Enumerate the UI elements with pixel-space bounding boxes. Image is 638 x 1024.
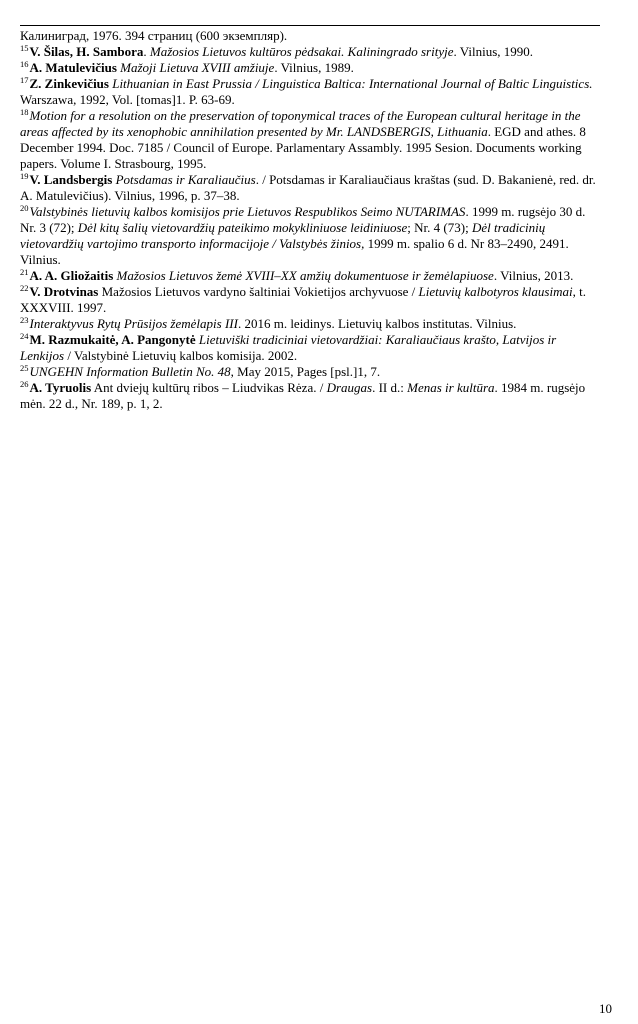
footnote-number: 20 xyxy=(20,203,29,213)
footnote-number: 19 xyxy=(20,171,29,181)
footnote-title: Lithuanian in East Prussia / Linguistica Baltica: International Journal of Baltic Linguistics. xyxy=(112,76,593,91)
footnote-text: . II d.: xyxy=(372,380,408,395)
footnote-20 xyxy=(20,204,600,268)
footnote-title: Lietuviški tradiciniai vietovardžiai: Karaliaučiaus krašto, Latvijos ir Lenkijos xyxy=(20,332,557,363)
footnote-21 xyxy=(20,268,600,284)
footnote-number: 16 xyxy=(20,59,29,69)
footnote-author: A. A. Gliožaitis xyxy=(29,268,114,283)
footnote-number: 15 xyxy=(20,43,29,53)
footnote-text: . / Potsdamas ir Karaliaučiaus kraštas (sud. D. Bakanienė, red. dr. A. Matulevičius). Vilnius, 1996, p. 37–38. xyxy=(20,172,596,203)
footnote-text: . 1984 m. rugsėjo mėn. 22 d., Nr. 189, p. 1, 2. xyxy=(20,380,586,411)
footnote-26 xyxy=(20,380,600,412)
footnote-18 xyxy=(20,108,600,172)
footnote-number: 24 xyxy=(20,331,29,341)
footnote-text: . Vilnius, 1989. xyxy=(274,60,354,75)
footnote-text: . 1999 m. rugsėjo 30 d. Nr. 3 (72); xyxy=(20,204,586,235)
footnote-text: . Vilnius, 1990. xyxy=(453,44,534,59)
footnote-text: Ant dviejų kultūrų ribos – Liudvikas Rėza. / xyxy=(91,380,327,395)
footnote-title: Mažoji Lietuva XVIII amžiuje xyxy=(120,60,275,75)
footnote-text: / Valstybinė Lietuvių kalbos komisija. 2002. xyxy=(64,348,298,363)
footnotes-list xyxy=(20,28,600,412)
footnote-19 xyxy=(20,172,600,204)
footnote-title: UNGEHN Information Bulletin No. 48 xyxy=(29,364,231,379)
footnote-text: Калиниград, 1976. 394 страниц (600 экземпляр). xyxy=(20,28,288,43)
footnote-separator xyxy=(20,25,600,26)
footnote-text: . EGD and athes. 8 December 1994. Doc. 7185 / Council of Europe. Parlamentary Assambly. 1995 Sesion. Documents working papers. Volume I. Strasbourg, 1995. xyxy=(20,124,586,171)
footnote-text: 1999 m. spalio 6 d. Nr 83–2490, 2491. Vilnius. xyxy=(20,236,569,267)
footnote-number: 23 xyxy=(20,315,29,325)
footnote-16 xyxy=(20,60,600,76)
footnote-author: V. Landsbergis xyxy=(29,172,113,187)
footnote-text: , t. XXXVIII. 1997. xyxy=(20,284,586,315)
footnote-author: V. Drotvinas xyxy=(29,284,99,299)
footnote-title: Dėl kitų šalių vietovardžių pateikimo mokykliniuose leidiniuose xyxy=(77,220,408,235)
footnote-title: Mažosios Lietuvos žemė XVIII–XX amžių dokumentuose ir žemėlapiuose xyxy=(116,268,494,283)
footnote-author: M. Razmukaitė, A. Pangonytė xyxy=(29,332,196,347)
footnote-number: 25 xyxy=(20,363,29,373)
footnote-text: Mažosios Lietuvos vardyno šaltiniai Vokietijos archyvuose / xyxy=(98,284,419,299)
footnote-title: Dėl tradicinių vietovardžių vartojimo transporto informacijoje / Valstybės žinios, xyxy=(20,220,546,251)
footnote-23 xyxy=(20,316,600,332)
footnote-text: . xyxy=(143,44,150,59)
footnote-title: Potsdamas ir Karaliaučius xyxy=(115,172,256,187)
footnote-17 xyxy=(20,76,600,108)
footnote-text: ; Nr. 4 (73); xyxy=(407,220,472,235)
footnote-22 xyxy=(20,284,600,316)
footnote-text: , May 2015, Pages [psl.]1, 7. xyxy=(230,364,381,379)
footnote-title: Interaktyvus Rytų Prūsijos žemėlapis III xyxy=(29,316,238,331)
footnote-number: 26 xyxy=(20,379,29,389)
footnote-title: Mažosios Lietuvos kultūros pėdsakai. Kaliningrado srityje xyxy=(149,44,454,59)
footnote-author: A. Tyruolis xyxy=(29,380,92,395)
footnote-number: 21 xyxy=(20,267,29,277)
footnote-number: 17 xyxy=(20,75,29,85)
footnote-author: A. Matulevičius xyxy=(29,60,117,75)
footnote-title: Motion for a resolution on the preservation of toponymical traces of the European cultural heritage in the areas affected by its xenophobic annihilation presented by Mr. LANDSBERGIS, Lithuania xyxy=(20,108,581,139)
footnote-title: Draugas xyxy=(326,380,373,395)
footnote-24 xyxy=(20,332,600,364)
footnote-text: . Vilnius, 2013. xyxy=(493,268,574,283)
footnote-author: V. Šilas, H. Sambora xyxy=(29,44,144,59)
footnote-number: 22 xyxy=(20,283,29,293)
footnote-number: 18 xyxy=(20,107,29,117)
footnote-title: Lietuvių kalbotyros klausimai xyxy=(418,284,573,299)
footnote-text: . 2016 m. leidinys. Lietuvių kalbos institutas. Vilnius. xyxy=(237,316,517,331)
footnote-title: Menas ir kultūra xyxy=(407,380,495,395)
footnote-title: Valstybinės lietuvių kalbos komisijos prie Lietuvos Respublikos Seimo NUTARIMAS xyxy=(29,204,466,219)
page-number: 10 xyxy=(599,1001,612,1016)
footnote-15 xyxy=(20,44,600,60)
footnote-text: Warszawa, 1992, Vol. [tomas]1. P. 63-69. xyxy=(20,92,235,107)
footnote-25 xyxy=(20,364,600,380)
footnote-continued xyxy=(20,28,600,44)
footnote-author: Z. Zinkevičius xyxy=(29,76,109,91)
